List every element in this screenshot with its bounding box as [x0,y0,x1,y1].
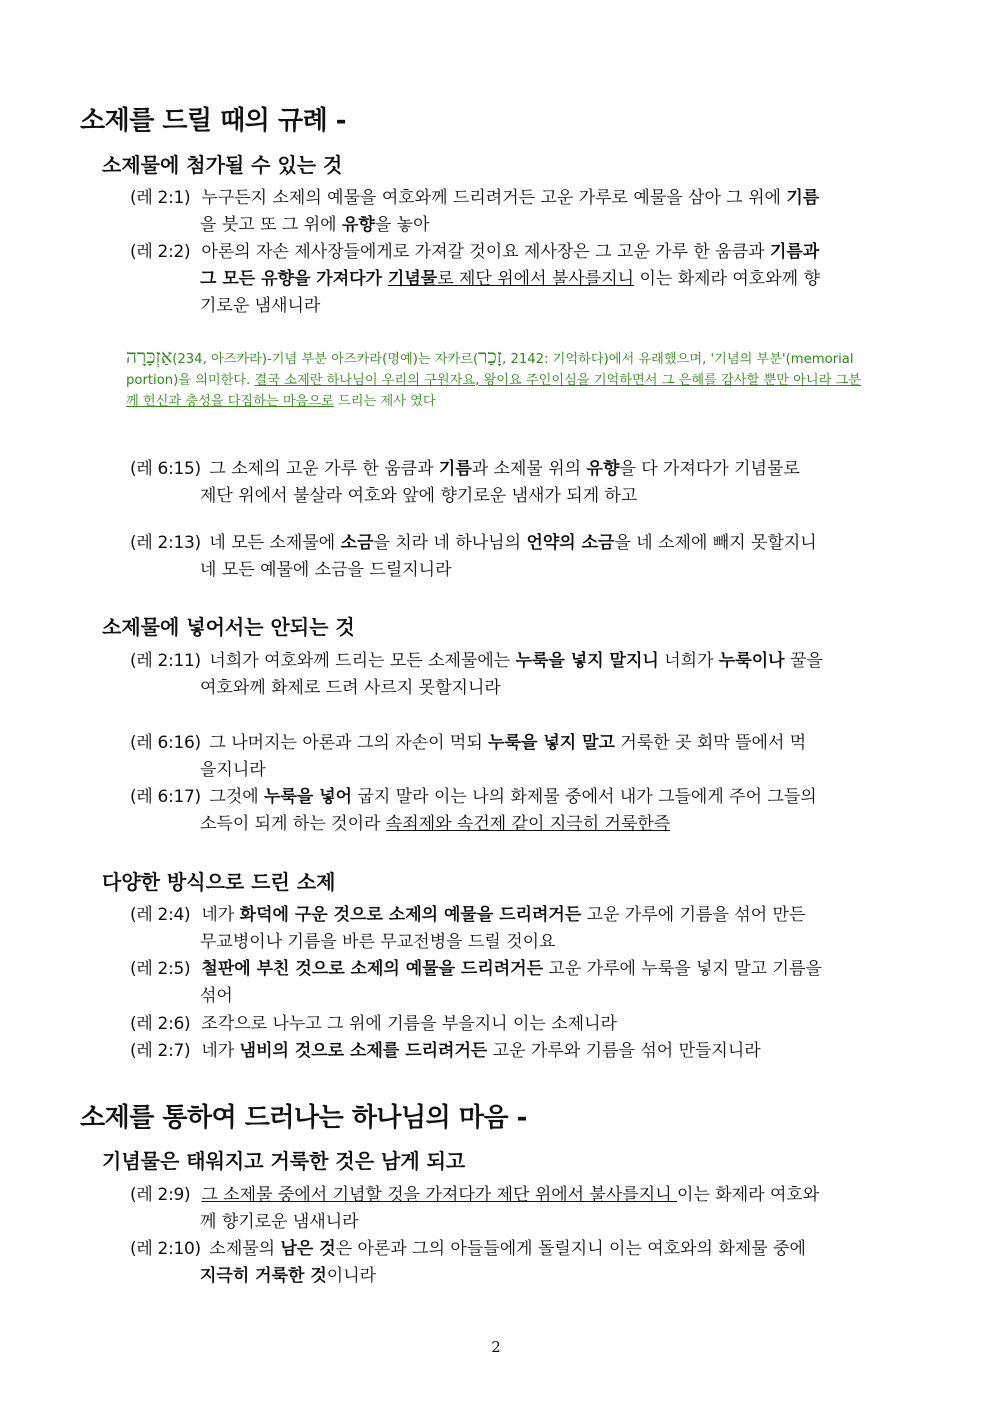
verse-text: 이는 화제라 여호와 [677,1185,820,1205]
hebrew-word: אַזְכָּרָה [126,346,173,368]
verse-lev-2-2 [130,239,842,320]
verse-text: 과 소제물 위의 [471,459,587,479]
verse-text: 을 네 소제에 빼지 못할지니 [614,533,817,553]
verse-emphasis: 누룩을 넣지 말고 [488,733,615,753]
verse-emphasis: 유향 [341,215,375,235]
verse-text: 누구든지 소제의 예물을 여호와께 드리려거든 고운 가루로 예물을 삼아 그 위에 [201,188,787,208]
verse-emphasis: 언약의 소금 [526,533,615,553]
verse-lev-2-6 [130,1011,842,1038]
verse-ref: (레 2:5) [130,959,191,979]
verse-ref: (레 2:10) [130,1239,201,1259]
word-study-note [126,347,866,412]
verse-emphasis: 남은 것 [280,1239,336,1259]
verse-lev-6-15 [130,456,842,510]
verse-ref: (레 2:1) [130,188,191,208]
note-text: 드리는 제사 였다 [333,394,436,409]
verse-emphasis: 기름과 [769,242,820,262]
verse-lev-2-4 [130,902,842,956]
verse-ref: (레 2:2) [130,242,191,262]
hebrew-word: זָכַר [478,346,503,368]
note-underline: 결국 소제란 하나님이 우리의 구원자요, 왕이요 주인이심을 기억하면서 그 은혜를 감사할 뿐만 아니라 그분께 헌신과 충성을 다짐하는 마음으로 [126,373,862,409]
verse-underline: 기념할 것을 가져다가 제단 위에서 불사를지니 [327,1185,678,1205]
verse-text: 고운 가루에 기름을 섞어 만든 [581,905,806,925]
verse-ref: (레 2:11) [130,651,201,671]
verse-text: 을 붓고 또 그 위에 [200,215,342,235]
verse-emphasis: 화덕에 구운 것으로 소제의 예물을 드리려거든 [239,905,582,925]
verse-lev-2-7 [130,1038,842,1065]
verse-lev-2-13 [130,530,842,584]
verse-lev-2-10 [130,1236,842,1290]
verse-text: 그 소제의 고운 가루 한 움큼과 [209,459,439,479]
verse-emphasis: 철판에 부친 것으로 소제의 예물을 드리려거든 [201,959,544,979]
verse-text: 고운 가루에 누룩을 넣지 말고 기름을 [543,959,822,979]
verse-emphasis: 누룩을 넣지 말지니 [515,651,659,671]
verse-ref: (레 6:16) [130,733,201,753]
verse-text: 네가 [201,905,240,925]
verse-text: 이니라 [326,1266,377,1286]
verse-emphasis: 기름 [786,188,820,208]
verse-underline: 로 제단 위에서 불사를지니 [437,269,635,289]
verse-text: 그 나머지는 아론과 그의 자손이 먹되 [209,733,489,753]
verse-text: 기로운 냄새니라 [200,296,321,316]
verse-text: 고운 가루와 기름을 섞어 만들지니라 [487,1041,761,1061]
page-number: 2 [491,1338,501,1356]
verse-text: 너희가 여호와께 드리는 모든 소제물에는 [209,651,516,671]
verse-text: 을 놓아 [374,215,430,235]
verse-text: 조각으로 나누고 그 위에 기름을 부을지니 이는 소제니라 [201,1014,617,1034]
verse-emphasis: 누룩이나 [718,651,785,671]
verse-text: 을 다 가져다가 기념물로 [619,459,800,479]
section-heading: 소제를 통하여 드러나는 하나님의 마음 - [80,1103,527,1133]
verse-text: 네 모든 소제물에 [209,533,341,553]
verse-text: 섞어 [200,986,233,1006]
verse-ref: (레 2:13) [130,533,201,553]
subsection-heading: 다양한 방식으로 드린 소제 [102,870,336,894]
subsection-heading: 기념물은 태워지고 거룩한 것은 남게 되고 [102,1149,466,1173]
verse-underline: 속죄제와 속건제 같이 지극히 거룩한즉 [385,814,671,834]
verse-text: 아론의 자손 제사장들에게로 가져갈 것이요 제사장은 그 고운 가루 한 움큼과 [201,242,770,262]
verse-text: 여호와께 화제로 드려 사르지 못할지니라 [200,678,501,698]
verse-lev-6-17 [130,784,842,838]
verse-emphasis: 유향 [586,459,620,479]
note-text: (234, 아즈카라)-기념 부분 아즈카라(명예)는 자카르( [172,352,479,367]
verse-emphasis: 그 모든 유향을 가져다가 [200,269,388,289]
verse-emphasis: 기념물 [387,269,438,289]
note-text: , 2142: 기억하다)에서 유래했으며, '기념의 부분'(memorial portion)을 의미한다. [126,352,854,388]
verse-ref: (레 6:17) [130,787,201,807]
verse-text: 그것에 [209,787,265,807]
verse-text: 제단 위에서 불살라 여호와 앞에 향기로운 냄새가 되게 하고 [200,486,638,506]
verse-text: 을 치라 네 하나님의 [373,533,527,553]
verse-emphasis: 누룩을 넣어 [264,787,353,807]
verse-text: 네가 [201,1041,240,1061]
verse-ref: (레 6:15) [130,459,201,479]
verse-emphasis: 기름 [438,459,472,479]
subsection-heading: 소제물에 넣어서는 안되는 것 [102,615,355,639]
verse-lev-2-5 [130,956,842,1010]
verse-text: 꿀을 [784,651,823,671]
verse-text: 이는 화제라 여호와께 향 [634,269,820,289]
verse-text: 무교병이나 기름을 바른 무교전병을 드릴 것이요 [200,932,556,952]
verse-text: 께 향기로운 냄새니라 [200,1212,359,1232]
verse-text: 은 아론과 그의 아들들에게 돌릴지니 이는 여호와의 화제물 중에 [335,1239,806,1259]
verse-text: 너희가 [658,651,719,671]
verse-text: 굽지 말라 이는 나의 화제물 중에서 내가 그들에게 주어 그들의 [352,787,817,807]
verse-lev-2-9 [130,1182,842,1236]
verse-ref: (레 2:6) [130,1014,191,1034]
verse-lev-6-16 [130,730,842,784]
subsection-heading: 소제물에 첨가될 수 있는 것 [102,153,343,177]
verse-underline: 그 소제물 중에서 [201,1185,328,1205]
verse-text: 네 모든 예물에 소금을 드릴지니라 [200,560,452,580]
verse-lev-2-1 [130,185,842,239]
verse-emphasis: 지극히 거룩한 것 [200,1266,327,1286]
verse-text: 을지니라 [200,760,266,780]
verse-ref: (레 2:4) [130,905,191,925]
section-heading: 소제를 드릴 때의 규례 - [80,106,347,136]
verse-emphasis: 냄비의 것으로 소제를 드리려거든 [239,1041,488,1061]
verse-emphasis: 소금 [340,533,374,553]
verse-text: 소제물의 [209,1239,281,1259]
verse-ref: (레 2:9) [130,1185,191,1205]
verse-text: 소득이 되게 하는 것이라 [200,814,386,834]
verse-lev-2-11 [130,648,842,702]
verse-ref: (레 2:7) [130,1041,191,1061]
verse-text: 거룩한 곳 회막 뜰에서 먹 [614,733,807,753]
